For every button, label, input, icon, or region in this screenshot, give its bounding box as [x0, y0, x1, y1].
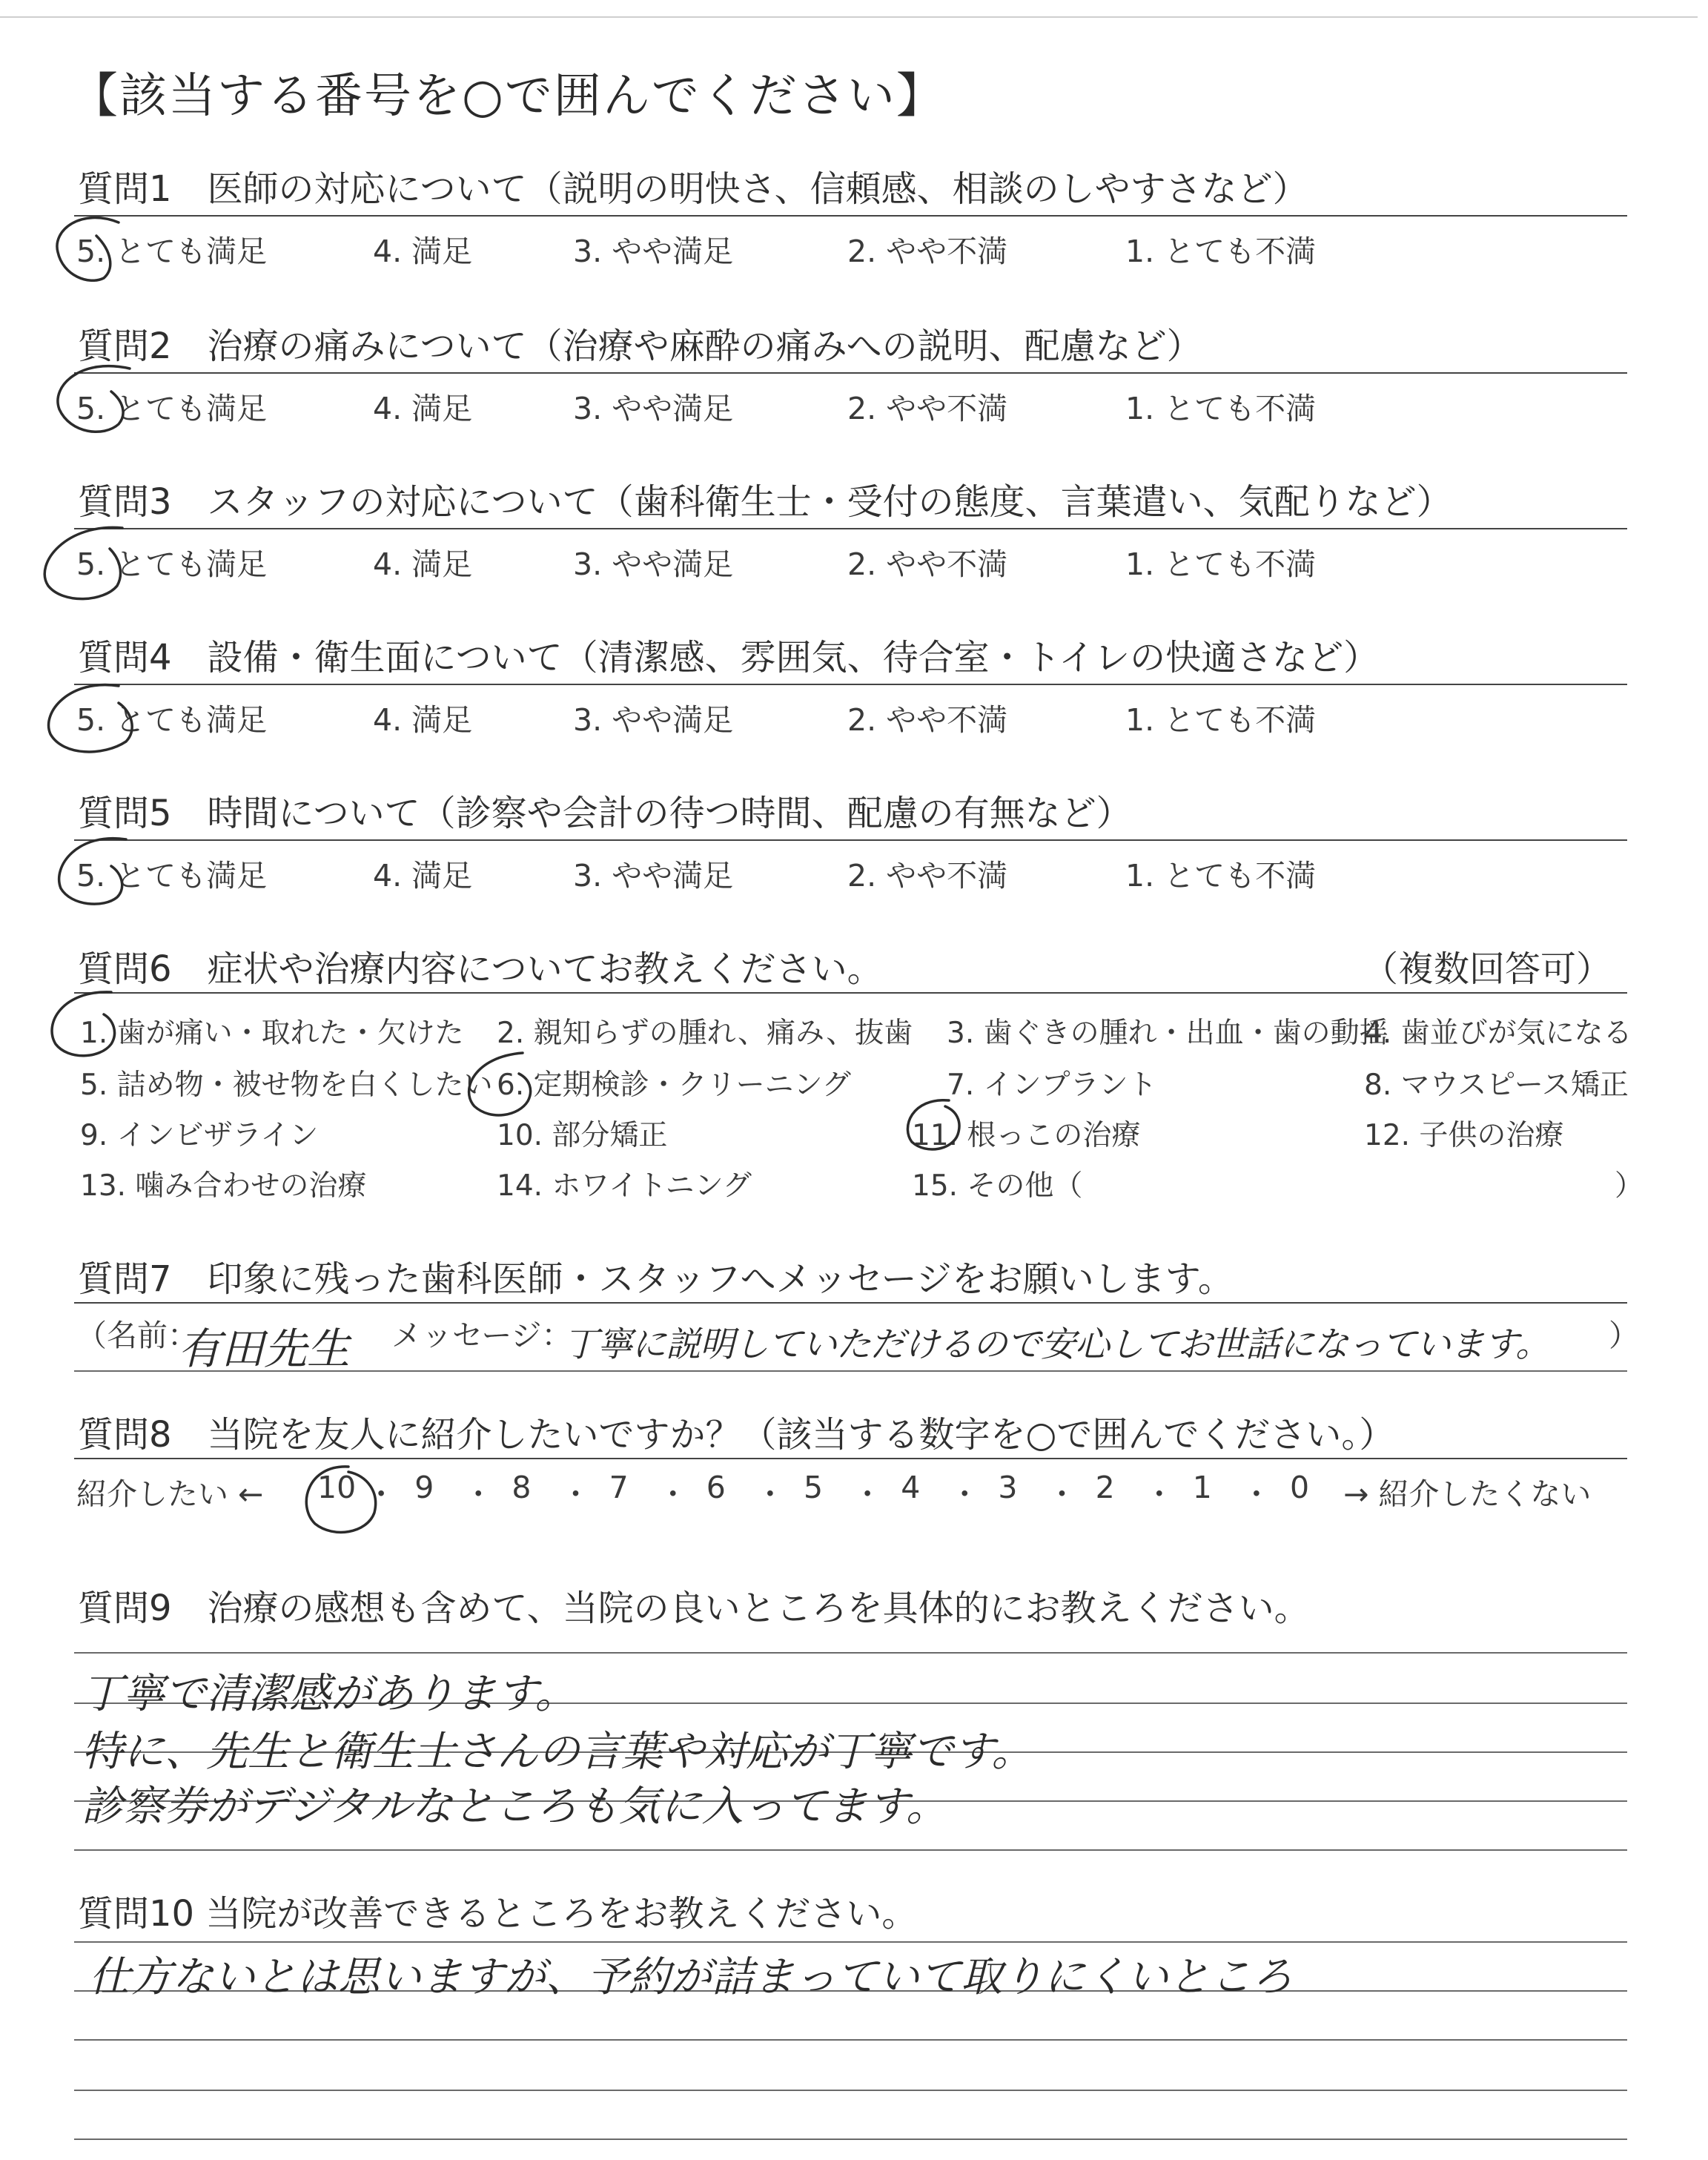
- q8-scale-separator: ・: [949, 1476, 980, 1512]
- q2-selection-circle: [58, 366, 130, 432]
- q1-option-5[interactable]: 5. とても満足: [76, 234, 268, 269]
- q4-option-2[interactable]: 2. やや不満: [847, 702, 1008, 738]
- question-7-title: 質問7 印象に残った歯科医師・スタッフへメッセージをお願いします。: [78, 1258, 1234, 1300]
- q8-scale-number-4[interactable]: 4: [901, 1470, 921, 1505]
- q5-selection-circle: [59, 839, 126, 905]
- question-2-title: 質問2 治療の痛みについて（治療や麻酔の痛みへの説明、配慮など）: [78, 326, 1202, 367]
- q4-selection-circle: [49, 685, 133, 752]
- q8-scale-separator: ・: [1241, 1476, 1272, 1512]
- question-10-title: 質問10 当院が改善できるところをお教えください。: [78, 1893, 918, 1935]
- form-header: 【該当する番号を○で囲んでください】: [70, 69, 945, 124]
- q1-option-3[interactable]: 3. やや満足: [573, 234, 734, 269]
- q2-option-4[interactable]: 4. 満足: [373, 391, 473, 426]
- q6-item-15[interactable]: 15. その他（: [912, 1169, 1083, 1203]
- q4-option-1[interactable]: 1. とても不満: [1125, 702, 1317, 738]
- q10-answer-line-1[interactable]: 仕方ないとは思いますが、予約が詰まっていて取りにくいところ: [89, 1953, 1293, 2001]
- q8-scale-number-7[interactable]: 7: [609, 1470, 629, 1505]
- q8-scale-separator: ・: [560, 1476, 591, 1512]
- question-6-note: （複数回答可）: [1363, 948, 1612, 990]
- q8-right-label: → 紹介したくない: [1343, 1476, 1592, 1512]
- q6-item-5[interactable]: 5. 詰め物・被せ物を白くしたい: [80, 1069, 493, 1102]
- q8-scale-number-0[interactable]: 0: [1290, 1470, 1310, 1505]
- q6-item-6[interactable]: 6. 定期検診・クリーニング: [497, 1069, 851, 1102]
- q1-selection-circle: [57, 218, 119, 281]
- q8-scale-separator: ・: [852, 1476, 883, 1512]
- q6-item-13[interactable]: 13. 噛み合わせの治療: [80, 1169, 367, 1203]
- q9-answer-line-1[interactable]: 丁寧で清潔感があります。: [82, 1670, 577, 1718]
- q8-scale-number-10[interactable]: 10: [317, 1470, 357, 1505]
- q8-scale-separator: ・: [463, 1476, 494, 1512]
- q6-item-7[interactable]: 7. インプラント: [947, 1069, 1157, 1102]
- q6-item-8[interactable]: 8. マウスピース矯正: [1364, 1069, 1629, 1102]
- question-6-title: 質問6 症状や治療内容についてお教えください。: [78, 948, 883, 990]
- q8-scale-number-3[interactable]: 3: [998, 1470, 1018, 1505]
- q4-option-3[interactable]: 3. やや満足: [573, 702, 734, 738]
- q8-scale-separator: ・: [1047, 1476, 1077, 1512]
- question-8-title: 質問8 当院を友人に紹介したいですか？（該当する数字を○で囲んでください。）: [78, 1414, 1395, 1456]
- q6-item-10[interactable]: 10. 部分矯正: [497, 1119, 668, 1152]
- q4-option-5[interactable]: 5. とても満足: [76, 702, 268, 738]
- q5-option-1[interactable]: 1. とても不満: [1125, 858, 1317, 894]
- q8-selection-circle: [306, 1467, 375, 1533]
- question-1-title: 質問1 医師の対応について（説明の明快さ、信頼感、相談のしやすさなど）: [78, 168, 1308, 210]
- q8-scale-separator: ・: [658, 1476, 689, 1512]
- q6-item-11[interactable]: 11. 根っこの治療: [912, 1119, 1141, 1152]
- q5-option-3[interactable]: 3. やや満足: [573, 858, 734, 894]
- q1-option-4[interactable]: 4. 満足: [373, 234, 473, 269]
- q8-scale-number-8[interactable]: 8: [512, 1470, 532, 1505]
- q6-item-4[interactable]: 4. 歯並びが気になる: [1364, 1017, 1632, 1050]
- q1-option-1[interactable]: 1. とても不満: [1125, 234, 1317, 269]
- q3-selection-circle: [44, 527, 122, 598]
- question-3-title: 質問3 スタッフの対応について（歯科衛生士・受付の態度、言葉遣い、気配りなど）: [78, 481, 1452, 523]
- q6-item-1-circle: [52, 992, 114, 1056]
- q7-message-label: メッセージ：: [391, 1318, 572, 1353]
- q6-item-2[interactable]: 2. 親知らずの腫れ、痛み、抜歯: [497, 1017, 913, 1050]
- q8-left-label: 紹介したい ←: [76, 1476, 264, 1512]
- q8-scale-number-5[interactable]: 5: [804, 1470, 824, 1505]
- q8-scale-number-9[interactable]: 9: [414, 1470, 434, 1505]
- q8-scale-number-6[interactable]: 6: [706, 1470, 726, 1505]
- q8-scale-separator: ・: [755, 1476, 786, 1512]
- question-4-title: 質問4 設備・衛生面について（清潔感、雰囲気、待合室・トイレの快適さなど）: [78, 637, 1380, 678]
- q7-name-value[interactable]: 有田先生: [178, 1324, 351, 1374]
- q6-item-15-close: ）: [1615, 1169, 1644, 1203]
- q6-item-6-circle: [469, 1053, 531, 1115]
- q4-option-4[interactable]: 4. 満足: [373, 702, 473, 738]
- q6-item-11-circle: [907, 1100, 959, 1149]
- q7-close-paren: ）: [1609, 1318, 1639, 1353]
- q3-option-1[interactable]: 1. とても不満: [1125, 546, 1317, 582]
- q2-option-3[interactable]: 3. やや満足: [573, 391, 734, 426]
- q7-message-value[interactable]: 丁寧に説明していただけるので安心してお世話になっています。: [563, 1324, 1550, 1365]
- q9-answer-line-2[interactable]: 特に、先生と衛生士さんの言葉や対応が丁寧です。: [82, 1728, 1033, 1776]
- q1-option-2[interactable]: 2. やや不満: [847, 234, 1008, 269]
- q8-scale-separator: ・: [365, 1476, 397, 1512]
- q5-option-2[interactable]: 2. やや不満: [847, 858, 1008, 894]
- q3-option-3[interactable]: 3. やや満足: [573, 546, 734, 582]
- q9-answer-line-3[interactable]: 診察券がデジタルなところも気に入ってます。: [82, 1783, 948, 1831]
- q7-name-label: （名前：: [76, 1318, 198, 1353]
- q3-option-2[interactable]: 2. やや不満: [847, 546, 1008, 582]
- q5-option-5[interactable]: 5. とても満足: [76, 858, 268, 894]
- q6-item-3[interactable]: 3. 歯ぐきの腫れ・出血・歯の動揺: [947, 1017, 1388, 1050]
- q5-option-4[interactable]: 4. 満足: [373, 858, 473, 894]
- question-5-title: 質問5 時間について（診察や会計の待つ時間、配慮の有無など）: [78, 793, 1132, 834]
- q6-item-1[interactable]: 1. 歯が痛い・取れた・欠けた: [80, 1017, 464, 1050]
- question-9-title: 質問9 治療の感想も含めて、当院の良いところを具体的にお教えください。: [78, 1588, 1310, 1629]
- q6-item-9[interactable]: 9. インビザライン: [80, 1119, 319, 1152]
- q8-scale-number-2[interactable]: 2: [1095, 1470, 1115, 1505]
- q6-item-14[interactable]: 14. ホワイトニング: [497, 1169, 752, 1203]
- q3-option-4[interactable]: 4. 満足: [373, 546, 473, 582]
- q8-scale-number-1[interactable]: 1: [1192, 1470, 1212, 1505]
- q6-item-12[interactable]: 12. 子供の治療: [1364, 1119, 1564, 1152]
- q2-option-1[interactable]: 1. とても不満: [1125, 391, 1317, 426]
- q2-option-2[interactable]: 2. やや不満: [847, 391, 1008, 426]
- q8-scale-separator: ・: [1144, 1476, 1175, 1512]
- q3-option-5[interactable]: 5. とても満足: [76, 546, 268, 582]
- q2-option-5[interactable]: 5. とても満足: [76, 391, 268, 426]
